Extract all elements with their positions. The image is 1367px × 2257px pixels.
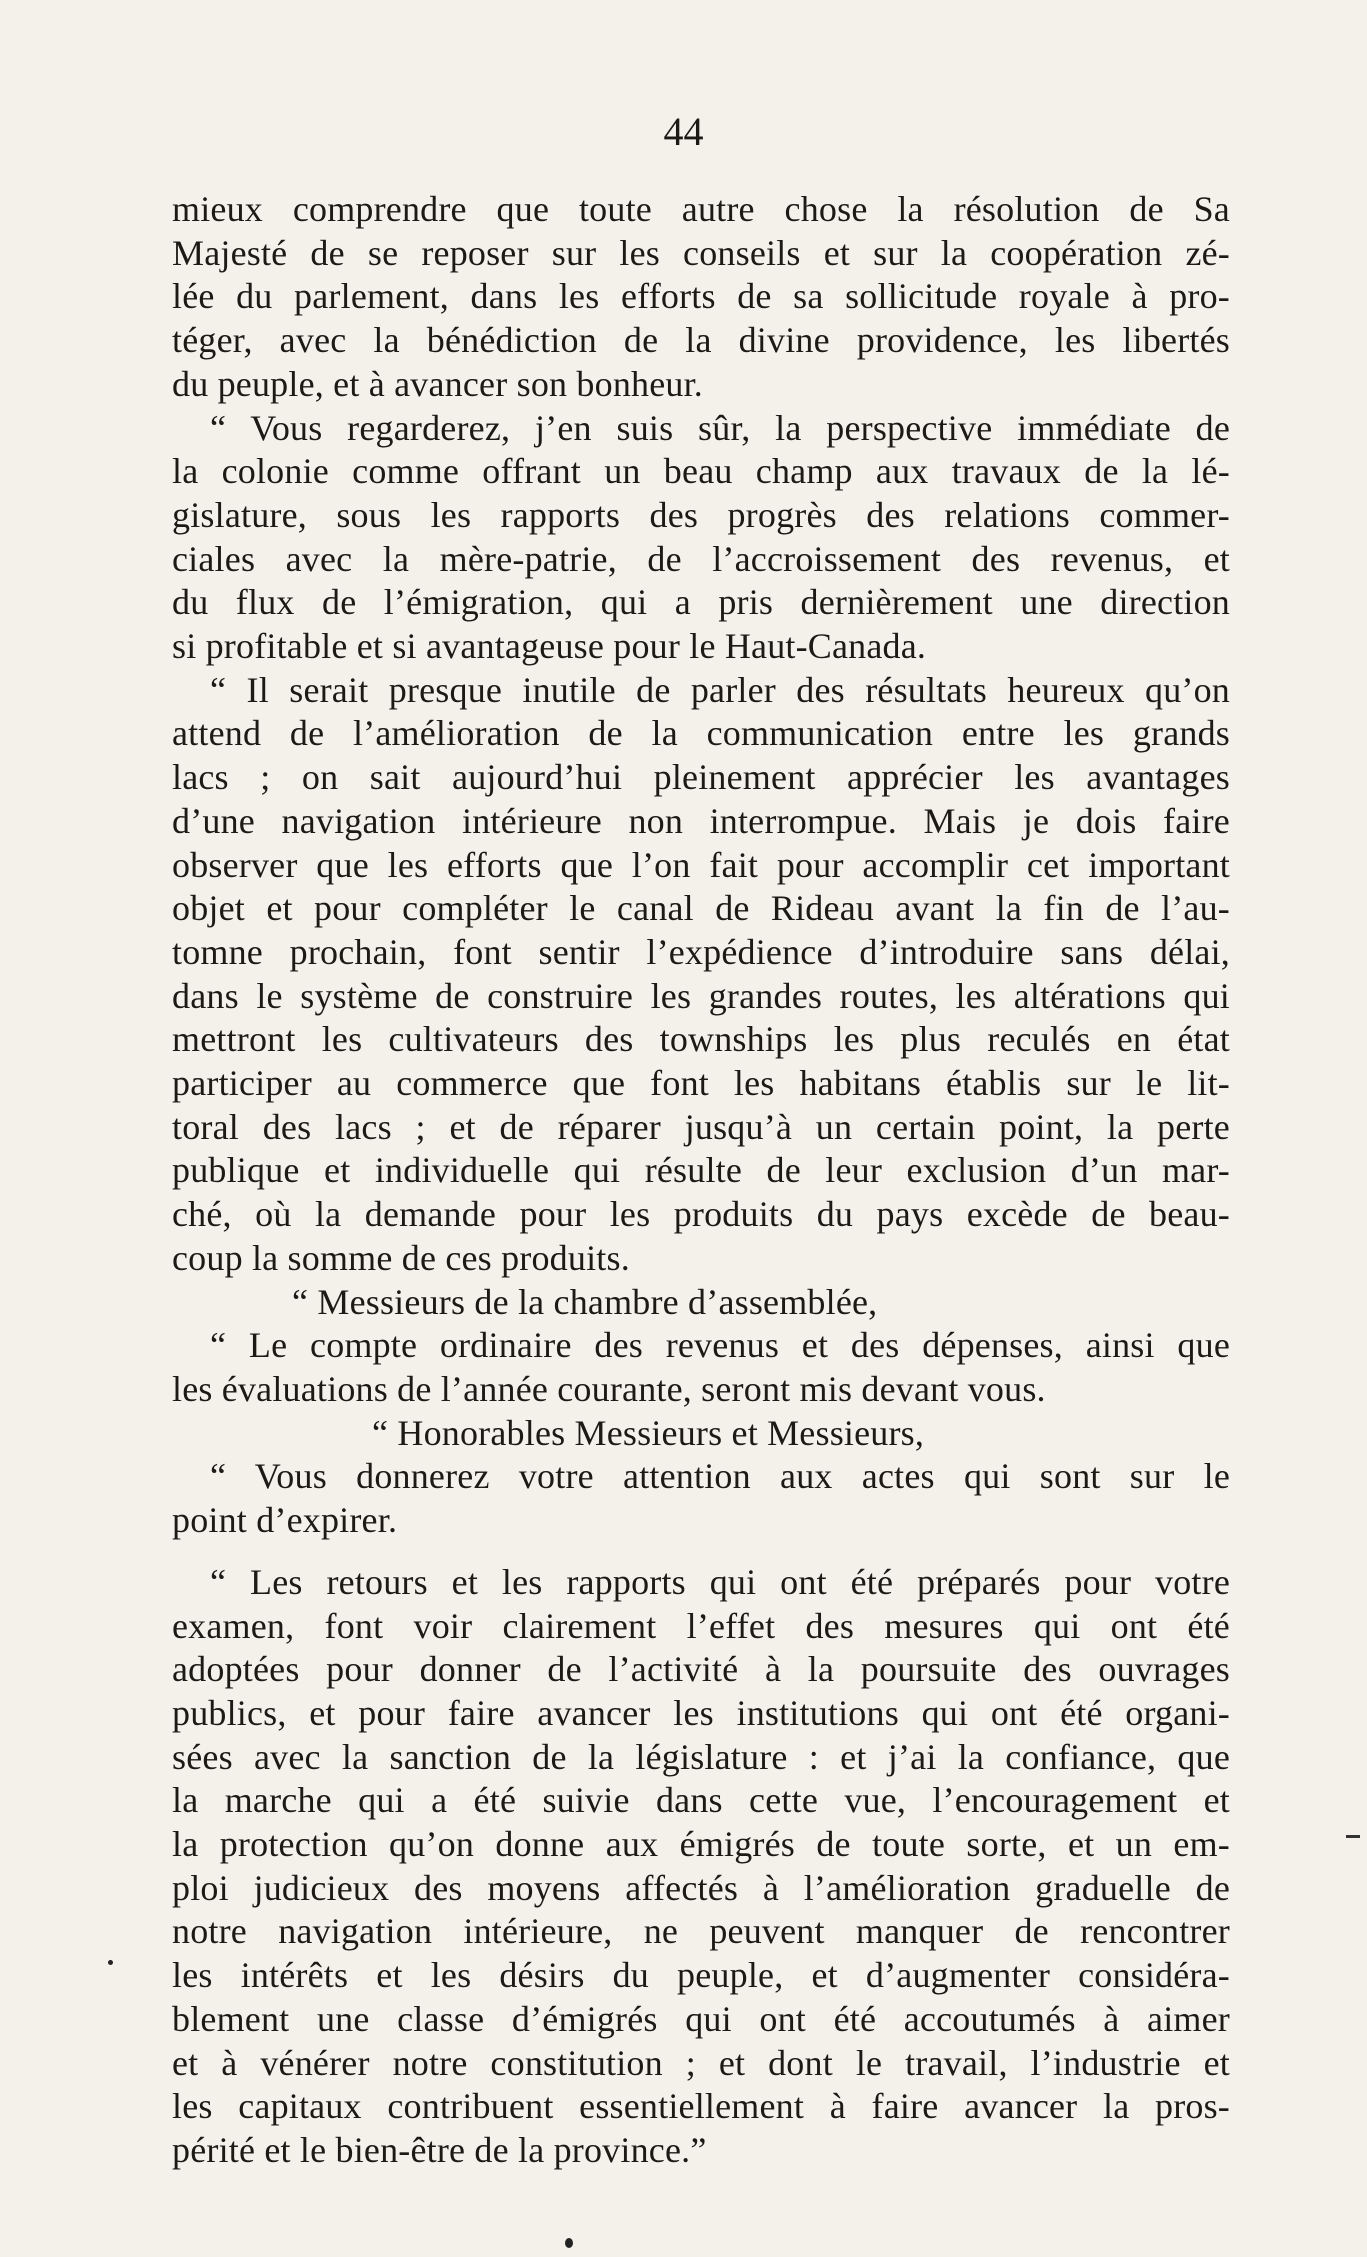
text-line: toral des lacs ; et de réparer jusqu’à un certain point, la perte xyxy=(172,1106,1230,1147)
text-line: publics, et pour faire avancer les institutions qui ont été organi- xyxy=(172,1692,1230,1733)
text-line: “ Le compte ordinaire des revenus et des dépenses, ainsi que xyxy=(210,1325,1230,1366)
text-line: mettront les cultivateurs des townships les plus reculés en état xyxy=(172,1019,1230,1060)
text-line: dans le système de construire les grandes routes, les altérations qui xyxy=(172,975,1230,1016)
text-line: périté et le bien-être de la province.” xyxy=(172,2129,707,2170)
text-line: coup la somme de ces produits. xyxy=(172,1237,630,1278)
text-line: lacs ; on sait aujourd’hui pleinement apprécier les avantages xyxy=(172,757,1230,798)
text-line: les capitaux contribuent essentiellement à faire avancer la pros- xyxy=(172,2086,1230,2127)
text-line: participer au commerce que font les habitans établis sur le lit- xyxy=(172,1063,1230,1104)
text-line: si profitable et si avantageuse pour le Haut-Canada. xyxy=(172,626,927,667)
text-line: blement une classe d’émigrés qui ont été accoutumés à aimer xyxy=(172,1998,1230,2039)
ink-speck xyxy=(108,1960,113,1965)
text-line: lée du parlement, dans les efforts de sa sollicitude royale à pro- xyxy=(172,276,1230,317)
text-line: “ Les retours et les rapports qui ont été préparés pour votre xyxy=(210,1561,1230,1602)
text-line: ché, où la demande pour les produits du pays excède de beau- xyxy=(172,1194,1230,1235)
text-line: sées avec la sanction de la législature : et j’ai la confiance, que xyxy=(172,1736,1230,1777)
body-text xyxy=(172,188,1230,2173)
paragraph-gap xyxy=(172,1543,1230,1561)
text-line: ploi judicieux des moyens affectés à l’amélioration graduelle de xyxy=(172,1867,1230,1908)
text-line: du peuple, et à avancer son bonheur. xyxy=(172,363,704,404)
text-line: “ Messieurs de la chambre d’assemblée, xyxy=(292,1281,878,1322)
text-line: téger, avec la bénédiction de la divine providence, les libertés xyxy=(172,320,1230,361)
text-line: “ Honorables Messieurs et Messieurs, xyxy=(372,1412,925,1453)
text-line: du flux de l’émigration, qui a pris dernièrement une direction xyxy=(172,582,1230,623)
text-line: gislature, sous les rapports des progrès des relations commer- xyxy=(172,494,1230,535)
text-line: tomne prochain, font sentir l’expédience d’introduire sans délai, xyxy=(172,931,1230,972)
page-number: 44 xyxy=(663,109,704,154)
text-line: publique et individuelle qui résulte de leur exclusion d’un mar- xyxy=(172,1150,1230,1191)
text-line: la colonie comme offrant un beau champ aux travaux de la lé- xyxy=(172,451,1230,492)
margin-mark xyxy=(1346,1835,1360,1838)
ink-speck xyxy=(565,2238,573,2248)
text-line: la protection qu’on donne aux émigrés de toute sorte, et un em- xyxy=(172,1824,1230,1865)
text-line: ciales avec la mère-patrie, de l’accroissement des revenus, et xyxy=(172,538,1230,579)
text-line: les intérêts et les désirs du peuple, et d’augmenter considéra- xyxy=(172,1955,1230,1996)
text-line: les évaluations de l’année courante, seront mis devant vous. xyxy=(172,1368,1046,1409)
text-line: la marche qui a été suivie dans cette vue, l’encouragement et xyxy=(172,1780,1230,1821)
text-line: attend de l’amélioration de la communication entre les grands xyxy=(172,713,1230,754)
text-line: objet et pour compléter le canal de Rideau avant la fin de l’au- xyxy=(172,888,1230,929)
text-line: mieux comprendre que toute autre chose la résolution de Sa xyxy=(172,189,1230,229)
text-line: adoptées pour donner de l’activité à la poursuite des ouvrages xyxy=(172,1649,1230,1690)
text-line: “ Vous regarderez, j’en suis sûr, la perspective immédiate de xyxy=(210,407,1230,448)
text-line: “ Vous donnerez votre attention aux actes qui sont sur le xyxy=(210,1456,1230,1497)
text-line: d’une navigation intérieure non interrompue. Mais je dois faire xyxy=(172,800,1230,841)
text-line: et à vénérer notre constitution ; et dont le travail, l’industrie et xyxy=(172,2042,1230,2083)
text-line: observer que les efforts que l’on fait pour accomplir cet important xyxy=(172,844,1230,885)
text-line: point d’expirer. xyxy=(172,1500,398,1541)
text-line: notre navigation intérieure, ne peuvent manquer de rencontrer xyxy=(172,1911,1230,1952)
text-line: “ Il serait presque inutile de parler des résultats heureux qu’on xyxy=(210,669,1230,710)
text-line: Majesté de se reposer sur les conseils et sur la coopération zé- xyxy=(172,232,1230,273)
text-line: examen, font voir clairement l’effet des mesures qui ont été xyxy=(172,1605,1230,1646)
